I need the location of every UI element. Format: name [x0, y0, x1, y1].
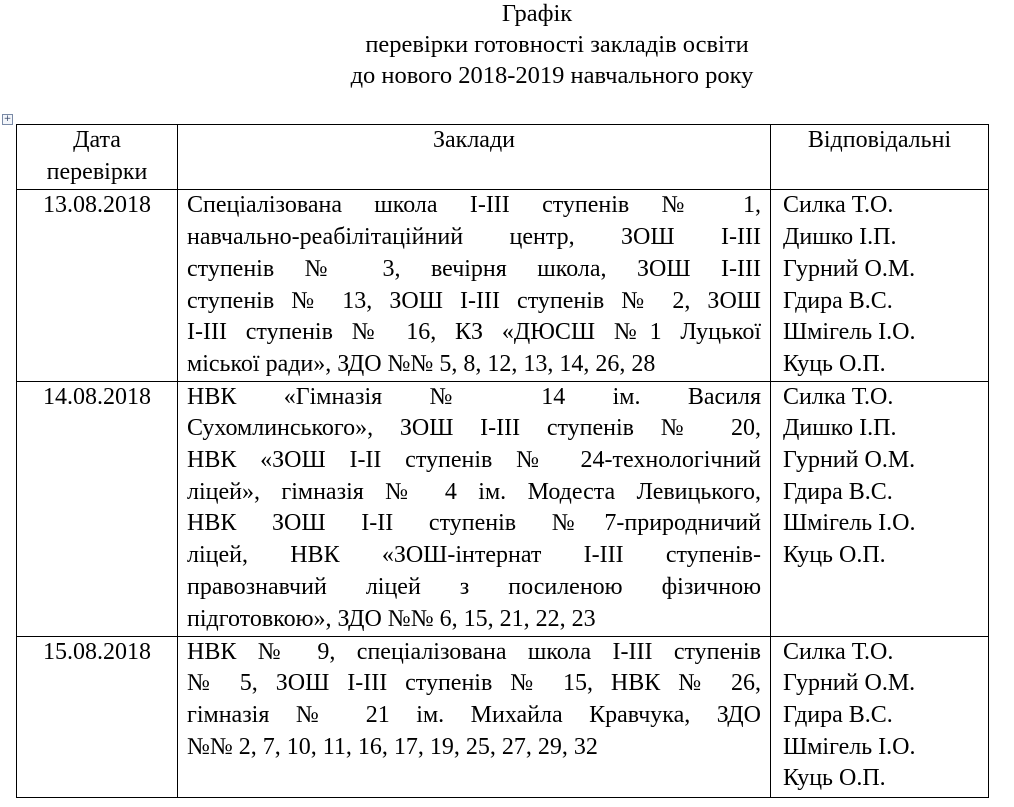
institutions-line: гімназія № 21 ім. Михайла Кравчука, ЗДО — [187, 702, 761, 729]
institutions-line: Спеціалізована школа І-ІІІ ступенів № 1, — [187, 192, 761, 219]
institutions-line: НВК «Гімназія № 14 ім. Василя — [187, 383, 761, 410]
row-date: 13.08.2018 — [17, 190, 178, 381]
title-line-2: перевірки готовності закладів освіти — [365, 31, 749, 58]
institutions-line: №№ 2, 7, 10, 11, 16, 17, 19, 25, 27, 29, 32 — [187, 733, 598, 760]
institutions-line: НВК ЗОШ І-ІІ ступенів №7-природничий — [187, 510, 761, 537]
header-responsible: Відповідальні — [771, 125, 989, 190]
institutions-line: правознавчий ліцей з посиленою фізичною — [187, 573, 761, 600]
responsible-person: Шмігель І.О. — [783, 510, 916, 537]
header-date-line-2: перевірки — [46, 158, 148, 185]
header-date — [17, 125, 178, 190]
responsible-person: Дишко І.П. — [783, 415, 897, 442]
responsible-person: Силка Т.О. — [783, 192, 894, 219]
institutions-line: ліцей, НВК «ЗОШ-інтернат І-ІІІ ступенів- — [187, 542, 761, 569]
institutions-line: ступенів № 3, вечірня школа, ЗОШ І-ІІІ — [187, 255, 761, 282]
institutions-line: Сухомлинського», ЗОШ І-ІІІ ступенів № 20, — [187, 415, 761, 442]
responsible-person: Гурний О.М. — [783, 670, 916, 697]
title-line-1: Графік — [501, 0, 573, 27]
title-line-3: до нового 2018-2019 навчального року — [350, 62, 754, 89]
table-move-handle-icon[interactable]: + — [3, 114, 12, 124]
responsible-person: Куць О.П. — [783, 765, 886, 792]
row-responsible — [771, 190, 989, 381]
responsible-person: Гдира В.С. — [783, 478, 893, 505]
responsible-person: Дишко І.П. — [783, 224, 897, 251]
responsible-person: Гурний О.М. — [783, 447, 916, 474]
institutions-line: ліцей», гімназія № 4 ім. Модеста Левицького, — [187, 478, 761, 505]
responsible-person: Силка Т.О. — [783, 638, 894, 665]
institutions-line: НВК «ЗОШ І-ІІ ступенів № 24-технологічний — [187, 447, 761, 474]
institutions-line: ступенів № 13, ЗОШ І-ІІІ ступенів № 2, ЗОШ — [187, 287, 761, 314]
responsible-person: Куць О.П. — [783, 350, 886, 377]
responsible-person: Гурний О.М. — [783, 255, 916, 282]
row-institutions — [178, 190, 771, 381]
document-title — [0, 0, 1014, 91]
responsible-person: Шмігель І.О. — [783, 319, 916, 346]
responsible-person: Шмігель І.О. — [783, 733, 916, 760]
row-responsible — [771, 636, 989, 797]
row-date: 14.08.2018 — [17, 381, 178, 636]
row-institutions — [178, 636, 771, 797]
institutions-line: НВК № 9, спеціалізована школа І-ІІІ ступенів — [187, 638, 761, 665]
institutions-line: навчально-реабілітаційний центр, ЗОШ І-ІІІ — [187, 224, 761, 251]
institutions-line: міської ради», ЗДО №№ 5, 8, 12, 13, 14, 26, 28 — [187, 350, 656, 377]
table-row — [17, 636, 989, 797]
responsible-person: Куць О.П. — [783, 542, 886, 569]
row-institutions — [178, 381, 771, 636]
row-date: 15.08.2018 — [17, 636, 178, 797]
row-responsible — [771, 381, 989, 636]
responsible-person: Гдира В.С. — [783, 702, 893, 729]
responsible-person: Силка Т.О. — [783, 383, 894, 410]
responsible-person: Гдира В.С. — [783, 287, 893, 314]
institutions-line: підготовкою», ЗДО №№ 6, 15, 21, 22, 23 — [187, 605, 596, 632]
header-institutions: Заклади — [178, 125, 771, 190]
header-date-line-1: Дата — [73, 127, 121, 153]
table-row — [17, 190, 989, 381]
institutions-line: № 5, ЗОШ І-ІІІ ступенів № 15, НВК № 26, — [187, 670, 761, 697]
institutions-line: І-ІІІ ступенів № 16, КЗ «ДЮСШ №1 Луцької — [187, 319, 761, 346]
schedule-table — [16, 124, 989, 798]
table-row — [17, 381, 989, 636]
table-header-row — [17, 125, 989, 190]
